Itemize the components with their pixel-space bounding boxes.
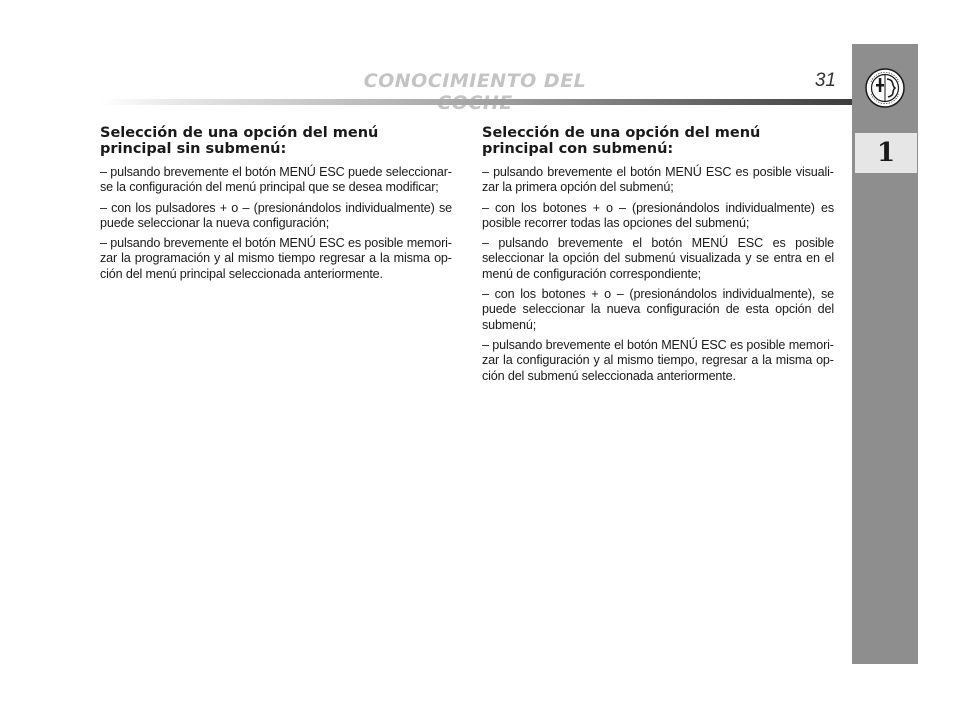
alfa-romeo-badge-icon — [865, 68, 905, 108]
page-title: CONOCIMIENTO DEL — [363, 70, 587, 92]
brand-logo — [852, 44, 918, 132]
chapter-number: 1 — [855, 133, 917, 173]
section-heading: Selección de una opción del menú principal sin submenú: — [100, 125, 379, 157]
instruction-item: – pulsando brevemente el botón MENÚ ESC puede seleccionarse la configuración del menú principal que se desea modificar; — [100, 165, 452, 195]
section-left — [100, 125, 452, 287]
page-number: 31 — [814, 70, 836, 91]
instruction-item: – con los pulsadores + o – (presionándolos individualmente) se puede seleccionar la nueva configuración; — [100, 200, 452, 230]
instruction-item: – pulsando brevemente el botón MENÚ ESC es posible visualizar la primera opción del submenú; — [482, 165, 834, 195]
instruction-item: – pulsando brevemente el botón MENÚ ESC es posible seleccionar la opción del submenú visualizada y se entra en el menú de configuración correspondiente; — [482, 236, 834, 281]
section-right — [482, 125, 834, 389]
instruction-item: – con los botones + o – (presionándolos individualmente) es posible recorrer todas las opciones del submenú; — [482, 200, 834, 230]
header-divider — [100, 99, 852, 105]
instruction-item: – pulsando brevemente el botón MENÚ ESC es posible memorizar la configuración y al mismo tiempo, regresar a la misma opción del submenú seleccionada anteriormente. — [482, 337, 834, 383]
section-heading: Selección de una opción del menú principal con submenú: — [482, 125, 761, 157]
instruction-item: – pulsando brevemente el botón MENÚ ESC es posible memorizar la programación y al mismo tiempo regresar a la misma opción del menú principal seleccionada anteriormente. — [100, 236, 452, 281]
instruction-item: – con los botones + o – (presionándolos individualmente), se puede seleccionar la nueva configuración de esta opción del submenú; — [482, 287, 834, 332]
